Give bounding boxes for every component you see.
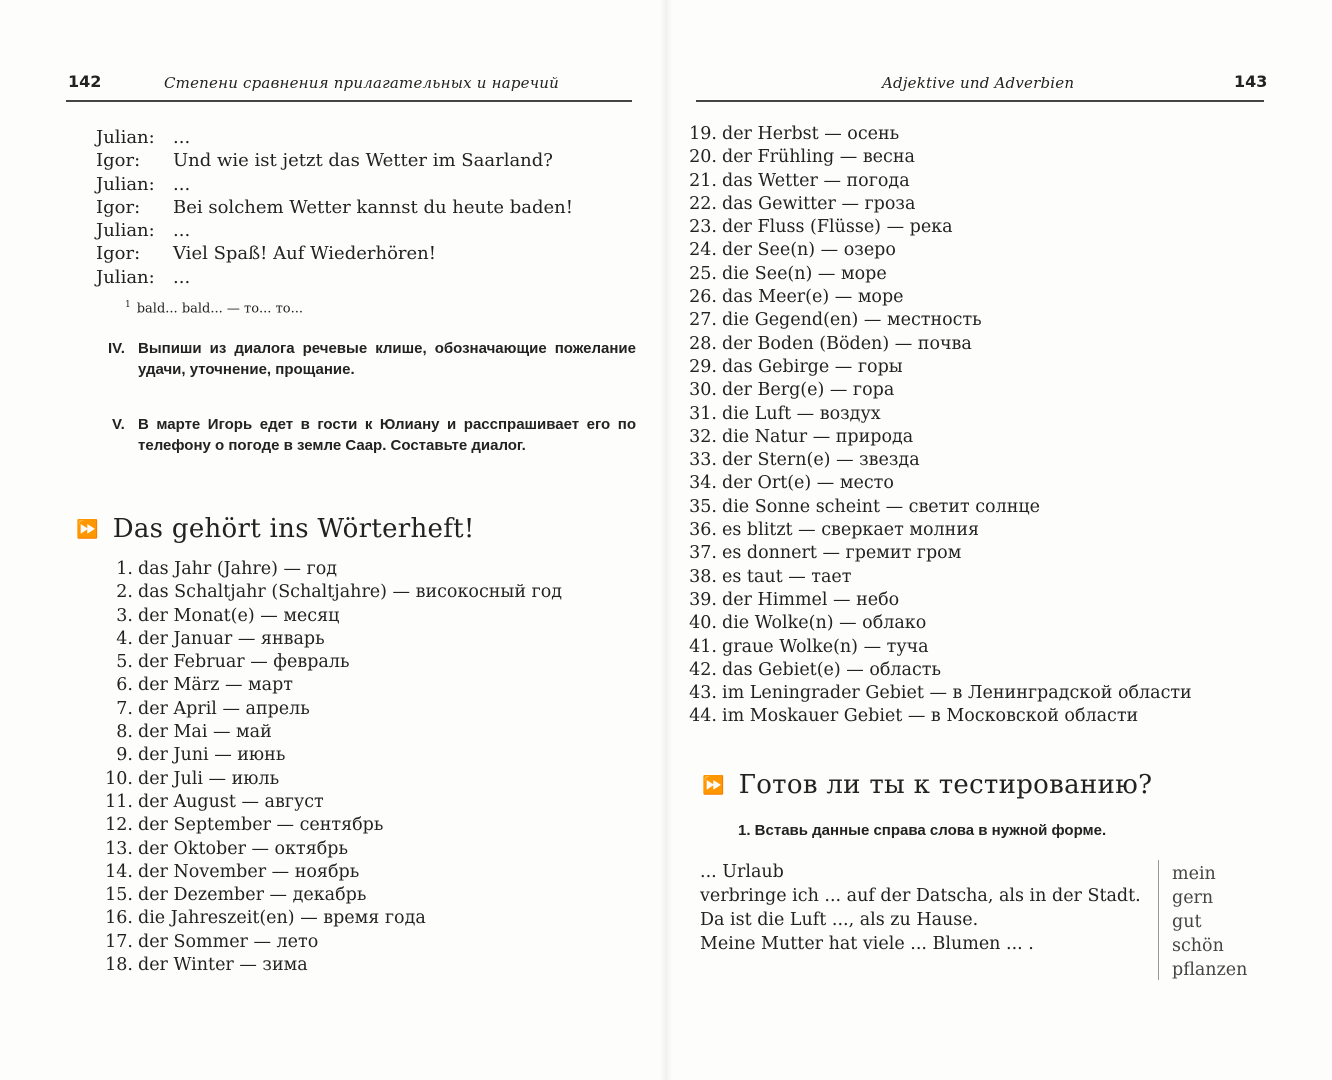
divider [1158, 860, 1159, 980]
footnote [125, 300, 303, 316]
task-text: В марте Игорь едет в гости к Юлиану и расспрашивает его по телефону о погоде в земле Саар. Составьте диалог. [138, 416, 636, 454]
list-item: 30. der Berg(e) — гора [689, 380, 895, 401]
list-item: 34. der Ort(e) — место [689, 473, 894, 494]
list-item: 5. der Februar — февраль [116, 652, 350, 673]
running-title: Степени сравнения прилагательных и наречий [164, 74, 559, 92]
task-1: 1. Вставь данные справа слова в нужной форме. [738, 822, 1107, 839]
list-item: 17. der Sommer — лето [105, 931, 319, 952]
list-item: 32. die Natur — природа [689, 426, 914, 447]
list-item: 18. der Winter — зима [105, 955, 308, 976]
list-item: 14. der November — ноябрь [105, 861, 360, 882]
running-title: Adjektive und Adverbien [882, 74, 1075, 92]
header-rule [66, 100, 632, 102]
list-item: 7. der April — апрель [116, 698, 310, 719]
footnote-mark: 1 [125, 300, 131, 310]
list-item: 40. die Wolke(n) — облако [689, 613, 927, 634]
line: Viel Spaß! Auf Wiederhören! [173, 243, 436, 265]
line: ... [173, 266, 191, 288]
exercise-line: Meine Mutter hat viele ... Blumen ... . [700, 934, 1034, 954]
heading-text: Das gehört ins Wörterheft! [112, 514, 475, 544]
list-item: 37. es donnert — гремит гром [689, 543, 962, 564]
list-item: 4. der Januar — январь [116, 628, 325, 649]
list-item: 27. die Gegend(en) — местность [689, 310, 982, 331]
list-item: 21. das Wetter — погода [689, 170, 910, 191]
list-item: 2. das Schaltjahr (Schaltjahre) — високосный год [116, 582, 563, 603]
vocab-list [96, 558, 562, 977]
speaker: Julian: [96, 266, 155, 288]
page-number: 142 [68, 72, 102, 91]
task-number: V. [112, 416, 125, 433]
list-item: 26. das Meer(e) — море [689, 287, 904, 308]
list-item: 41. graue Wolke(n) — туча [689, 636, 929, 657]
word: mein [1172, 864, 1216, 884]
header-rule [696, 100, 1264, 102]
dialogue-line [96, 242, 573, 265]
speaker: Julian: [96, 127, 155, 148]
speaker: Julian: [96, 220, 155, 242]
list-item: 35. die Sonne scheint — светит солнце [689, 496, 1040, 517]
list-item: 3. der Monat(e) — месяц [116, 605, 340, 626]
list-item: 33. der Stern(e) — звезда [689, 450, 920, 471]
exercise-text [700, 860, 1141, 956]
exercise-line: ... Urlaub [700, 862, 784, 882]
line: Und wie ist jetzt das Wetter im Saarland? [173, 150, 553, 172]
speaker: Igor: [96, 150, 141, 172]
double-arrow-icon: ⏩ [702, 775, 725, 796]
line: ... [173, 173, 191, 195]
list-item: 38. es taut — тает [689, 566, 852, 587]
exercise-line: Da ist die Luft ..., als zu Hause. [700, 910, 979, 930]
list-item: 36. es blitzt — сверкает молния [689, 520, 980, 541]
list-item: 28. der Boden (Böden) — почва [689, 333, 972, 354]
list-item: 1. das Jahr (Jahre) — год [116, 559, 338, 579]
word: pflanzen [1172, 960, 1248, 980]
list-item: 11. der August — август [105, 791, 324, 812]
list-item: 15. der Dezember — декабрь [105, 885, 367, 906]
speaker: Igor: [96, 196, 141, 218]
list-item: 13. der Oktober — октябрь [105, 838, 349, 859]
vocab-list [680, 123, 1192, 729]
list-item: 25. die See(n) — море [689, 263, 887, 284]
speaker: Igor: [96, 243, 141, 265]
dialogue-line [96, 196, 573, 219]
dialogue-line [96, 149, 573, 172]
page-number: 143 [1234, 72, 1268, 91]
section-heading [702, 770, 1152, 800]
list-item: 16. die Jahreszeit(en) — время года [105, 908, 426, 929]
list-item: 8. der Mai — май [116, 722, 272, 743]
list-item: 20. der Frühling — весна [689, 147, 915, 168]
list-item: 39. der Himmel — небо [689, 589, 900, 610]
task-number: IV. [108, 340, 125, 357]
word: schön [1172, 936, 1224, 956]
list-item: 22. das Gewitter — гроза [689, 193, 916, 214]
word-bank [1172, 862, 1247, 982]
list-item: 29. das Gebirge — горы [689, 356, 903, 377]
list-item: 10. der Juli — июль [105, 768, 280, 789]
list-item: 19. der Herbst — осень [689, 124, 900, 144]
line: ... [173, 220, 191, 242]
list-item: 43. im Leningrader Gebiet — в Ленинградской области [689, 683, 1192, 704]
list-item: 42. das Gebiet(e) — область [689, 659, 941, 680]
list-item: 9. der Juni — июнь [116, 745, 286, 766]
task-text: Выпиши из диалога речевые клише, обозначающие пожелание удачи, уточнение, прощание. [138, 340, 636, 378]
footnote-text: bald... bald... — то... то... [136, 301, 303, 317]
list-item: 31. die Luft — воздух [689, 403, 881, 424]
list-item: 23. der Fluss (Flüsse) — река [689, 217, 953, 238]
section-heading [76, 514, 475, 544]
list-item: 24. der See(n) — озеро [689, 240, 896, 261]
word: gern [1172, 888, 1214, 908]
exercise-line: verbringe ich ... auf der Datscha, als in der Stadt. [700, 886, 1141, 906]
dialogue-line [96, 173, 573, 196]
speaker: Julian: [96, 173, 155, 195]
dialogue-line [96, 126, 573, 149]
dialogue-line [96, 266, 573, 289]
list-item: 44. im Moskauer Gebiet — в Московской области [689, 706, 1139, 727]
word: gut [1172, 912, 1202, 932]
line: Bei solchem Wetter kannst du heute baden! [173, 196, 573, 218]
task-4 [108, 338, 636, 380]
task-5 [112, 414, 636, 456]
list-item: 12. der September — сентябрь [105, 815, 384, 836]
dialogue [96, 126, 573, 289]
list-item: 6. der März — март [116, 675, 293, 696]
double-arrow-icon: ⏩ [76, 519, 99, 540]
heading-text: Готов ли ты к тестированию? [738, 770, 1153, 800]
line: ... [173, 127, 191, 148]
dialogue-line [96, 219, 573, 242]
